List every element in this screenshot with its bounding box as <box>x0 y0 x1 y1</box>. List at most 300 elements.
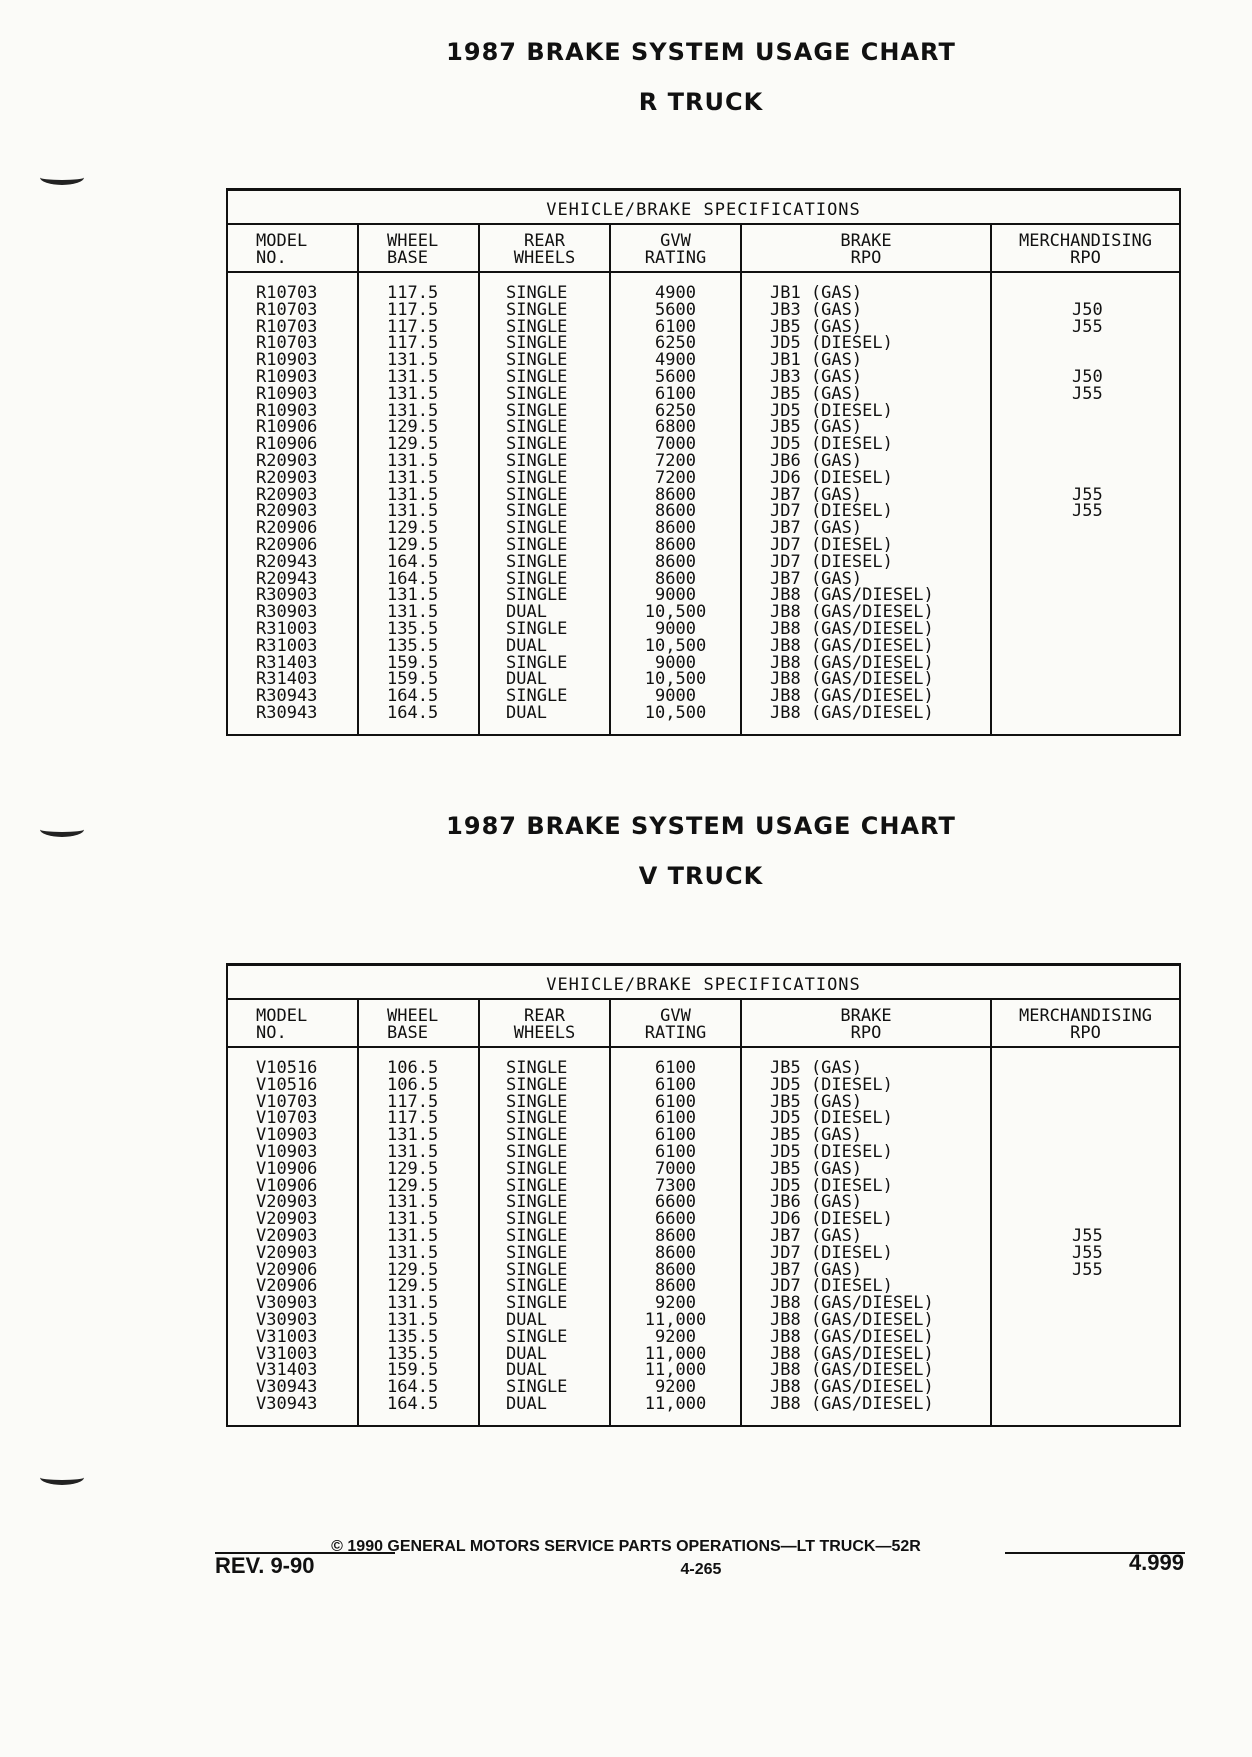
table-cell-brake: JB5 (GAS) <box>770 417 863 438</box>
table-cell-model: V10903 <box>256 1141 318 1162</box>
table-cell-rear: SINGLE <box>506 1091 568 1112</box>
column-header-line: GVW <box>660 231 691 251</box>
table-cell-brake: JB8 (GAS/DIESEL) <box>770 669 934 690</box>
table-cell-brake: JB1 (GAS) <box>770 350 863 371</box>
table-cell-wheel: 129.5 <box>387 1259 439 1280</box>
table-cell-brake: JD6 (DIESEL) <box>770 467 893 488</box>
table-cell-merch <box>992 1094 1179 1111</box>
column-header-rear <box>480 1000 609 1048</box>
table-cell-rear: SINGLE <box>506 1108 568 1129</box>
table-cell-gvw: 9000 <box>655 652 696 673</box>
table-cell-model: R20906 <box>256 534 318 555</box>
table-cell-brake: JB8 (GAS/DIESEL) <box>770 585 934 606</box>
table-cell-brake: JD5 (DIESEL) <box>770 1074 893 1095</box>
footer-section-number: 4.999 <box>1128 1550 1184 1575</box>
table-cell-model: V20906 <box>256 1276 318 1297</box>
table-cell-wheel: 131.5 <box>387 1125 439 1146</box>
table-cell-merch: J55 <box>1072 1242 1103 1263</box>
column-merch <box>992 1000 1179 1425</box>
table-cell-rear: DUAL <box>506 602 547 623</box>
v-chart-subtitle: V TRUCK <box>638 862 764 890</box>
column-header-line: GVW <box>660 1006 691 1026</box>
table-cell-brake: JB3 (GAS) <box>770 366 863 387</box>
column-header-line: BASE <box>387 1023 428 1043</box>
table-cell-wheel: 131.5 <box>387 501 439 522</box>
table-cell-model: V20906 <box>256 1259 318 1280</box>
table-cell-brake: JB6 (GAS) <box>770 450 863 471</box>
table-cell-merch <box>992 1178 1179 1195</box>
table-cell-brake: JB1 (GAS) <box>770 283 863 303</box>
table-cell-brake: JB8 (GAS/DIESEL) <box>770 1293 934 1314</box>
table-cell-model: V31003 <box>256 1326 318 1347</box>
column-header-line: MODEL <box>256 1006 308 1026</box>
table-cell-wheel: 159.5 <box>387 652 439 673</box>
table-cell-wheel: 117.5 <box>387 299 439 320</box>
column-header-line: RPO <box>1070 248 1101 268</box>
table-cell-merch <box>992 1379 1179 1396</box>
table-cell-wheel: 129.5 <box>387 1175 439 1196</box>
table-cell-gvw: 11,000 <box>644 1360 707 1381</box>
table-cell-brake: JD7 (DIESEL) <box>770 534 893 555</box>
table-cell-wheel: 131.5 <box>387 1192 439 1213</box>
table-cell-wheel: 164.5 <box>387 702 439 723</box>
table-cell-model: V10703 <box>256 1091 318 1112</box>
table-cell-gvw: 8600 <box>655 518 696 539</box>
table-cell-merch <box>992 1396 1179 1413</box>
table-cell-merch <box>992 571 1179 588</box>
v-chart-title: 1987 BRAKE SYSTEM USAGE CHART <box>446 812 956 840</box>
table-cell-rear: SINGLE <box>506 1175 568 1196</box>
table-cell-model: R10903 <box>256 350 318 371</box>
column-header-line: RATING <box>644 248 707 268</box>
r-chart-subtitle: R TRUCK <box>638 88 764 116</box>
table-cell-brake: JB8 (GAS/DIESEL) <box>770 652 934 673</box>
table-cell-rear: SINGLE <box>506 1276 568 1297</box>
table-cell-gvw: 10,500 <box>644 669 707 690</box>
column-header-merch <box>992 1000 1179 1048</box>
table-cell-wheel: 131.5 <box>387 450 439 471</box>
table-cell-gvw: 6250 <box>655 333 696 354</box>
table-cell-rear: SINGLE <box>506 434 568 455</box>
table-cell-model: R31403 <box>256 669 318 690</box>
table-cell-gvw: 6100 <box>655 316 696 337</box>
column-header-line: NO. <box>256 248 287 268</box>
table-cell-merch: J55 <box>1072 383 1103 404</box>
column-header-line: WHEEL <box>387 1006 439 1026</box>
table-cell-wheel: 129.5 <box>387 518 439 539</box>
table-cell-merch: J55 <box>1072 1225 1103 1246</box>
r-truck-spec-table <box>226 188 1181 736</box>
table-cell-wheel: 159.5 <box>387 669 439 690</box>
table-cell-gvw: 4900 <box>655 283 696 303</box>
table-cell-model: R10703 <box>256 316 318 337</box>
table-cell-rear: SINGLE <box>506 299 568 320</box>
table-cell-gvw: 11,000 <box>644 1309 707 1330</box>
table-cell-model: R31003 <box>256 635 318 656</box>
table-cell-merch <box>992 1194 1179 1211</box>
column-header-line: WHEELS <box>513 1023 576 1043</box>
table-cell-rear: SINGLE <box>506 518 568 539</box>
table-cell-rear: SINGLE <box>506 551 568 572</box>
table-cell-model: R30903 <box>256 585 318 606</box>
table-cell-gvw: 9000 <box>655 686 696 707</box>
column-header-model <box>228 1000 357 1048</box>
table-cell-brake: JB5 (GAS) <box>770 1058 863 1078</box>
table-cell-wheel: 117.5 <box>387 316 439 337</box>
table-cell-gvw: 6800 <box>655 417 696 438</box>
table-cell-merch: J50 <box>1072 366 1103 387</box>
table-cell-gvw: 8600 <box>655 1242 696 1263</box>
column-header-model <box>228 225 357 273</box>
column-rear <box>480 225 611 734</box>
table-cell-brake: JD5 (DIESEL) <box>770 1108 893 1129</box>
footer-copyright: © 1990 GENERAL MOTORS SERVICE PARTS OPERATIONS—LT TRUCK—52R <box>331 1538 921 1555</box>
table-cell-brake: JB5 (GAS) <box>770 1125 863 1146</box>
table-cell-wheel: 129.5 <box>387 434 439 455</box>
table-cell-wheel: 131.5 <box>387 1209 439 1230</box>
table-cell-rear: SINGLE <box>506 333 568 354</box>
table-cell-brake: JB8 (GAS/DIESEL) <box>770 702 934 723</box>
table-cell-brake: JB8 (GAS/DIESEL) <box>770 1309 934 1330</box>
table-cell-merch <box>992 1312 1179 1329</box>
table-cell-brake: JD7 (DIESEL) <box>770 1242 893 1263</box>
column-header-line: WHEEL <box>387 231 439 251</box>
table-cell-gvw: 9000 <box>655 618 696 639</box>
table-cell-wheel: 135.5 <box>387 1343 439 1364</box>
table-cell-gvw: 7000 <box>655 1158 696 1179</box>
column-wheel <box>359 1000 480 1425</box>
table-cell-model: V10903 <box>256 1125 318 1146</box>
table-cell-wheel: 131.5 <box>387 484 439 505</box>
table-cell-wheel: 135.5 <box>387 1326 439 1347</box>
table-cell-model: V10516 <box>256 1058 318 1078</box>
column-header-line: BRAKE <box>840 1006 892 1026</box>
column-merch <box>992 225 1179 734</box>
column-brake <box>742 1000 992 1425</box>
table-cell-gvw: 5600 <box>655 299 696 320</box>
table-cell-model: R10903 <box>256 400 318 421</box>
table-cell-gvw: 9200 <box>655 1326 696 1347</box>
table-cell-gvw: 10,500 <box>644 602 707 623</box>
table-cell-wheel: 129.5 <box>387 1276 439 1297</box>
table-cell-gvw: 7200 <box>655 450 696 471</box>
column-header-brake <box>742 225 990 273</box>
table-cell-brake: JB5 (GAS) <box>770 383 863 404</box>
table-cell-merch <box>992 335 1179 352</box>
table-cell-model: R10703 <box>256 333 318 354</box>
table-cell-model: V30903 <box>256 1293 318 1314</box>
column-header-line: REAR <box>524 231 565 251</box>
table-cell-merch <box>992 453 1179 470</box>
table-cell-merch: J55 <box>1072 484 1103 505</box>
table-cell-rear: DUAL <box>506 635 547 656</box>
column-wheel <box>359 225 480 734</box>
table-cell-gvw: 11,000 <box>644 1393 707 1414</box>
table-cell-brake: JB8 (GAS/DIESEL) <box>770 1377 934 1398</box>
table-cell-wheel: 131.5 <box>387 467 439 488</box>
table-cell-wheel: 164.5 <box>387 686 439 707</box>
table-cell-brake: JD5 (DIESEL) <box>770 434 893 455</box>
table-cell-model: V20903 <box>256 1225 318 1246</box>
column-header-rear <box>480 225 609 273</box>
table-cell-merch <box>992 1329 1179 1346</box>
table-cell-gvw: 6600 <box>655 1209 696 1230</box>
table-cell-wheel: 131.5 <box>387 602 439 623</box>
table-cell-model: V10516 <box>256 1074 318 1095</box>
table-cell-gvw: 6100 <box>655 1108 696 1129</box>
table-cell-model: V20903 <box>256 1242 318 1263</box>
table-cell-rear: SINGLE <box>506 1125 568 1146</box>
column-header-line: REAR <box>524 1006 565 1026</box>
table-cell-wheel: 131.5 <box>387 350 439 371</box>
table-cell-merch: J55 <box>1072 316 1103 337</box>
table-cell-gvw: 9200 <box>655 1293 696 1314</box>
table-cell-merch <box>992 537 1179 554</box>
column-header-line: MODEL <box>256 231 308 251</box>
column-header-gvw <box>611 225 740 273</box>
table-cell-model: V20903 <box>256 1209 318 1230</box>
column-rear <box>480 1000 611 1425</box>
table-cell-model: R31403 <box>256 652 318 673</box>
table-cell-gvw: 6100 <box>655 383 696 404</box>
table-cell-gvw: 11,000 <box>644 1343 707 1364</box>
table-cell-wheel: 164.5 <box>387 1377 439 1398</box>
column-header-gvw <box>611 1000 740 1048</box>
table-cell-rear: SINGLE <box>506 283 568 303</box>
table-cell-merch <box>992 1161 1179 1178</box>
table-cell-model: V10906 <box>256 1158 318 1179</box>
table-cell-merch <box>992 1278 1179 1295</box>
table-cell-brake: JB8 (GAS/DIESEL) <box>770 1393 934 1414</box>
column-header-line: RATING <box>644 1023 707 1043</box>
table-cell-wheel: 106.5 <box>387 1074 439 1095</box>
table-cell-wheel: 131.5 <box>387 1293 439 1314</box>
table-cell-rear: SINGLE <box>506 501 568 522</box>
table-cell-gvw: 5600 <box>655 366 696 387</box>
table-cell-merch <box>992 705 1179 722</box>
table-cell-brake: JB5 (GAS) <box>770 316 863 337</box>
column-header-line: BASE <box>387 248 428 268</box>
table-cell-rear: SINGLE <box>506 484 568 505</box>
table-cell-brake: JB8 (GAS/DIESEL) <box>770 602 934 623</box>
column-gvw <box>611 1000 742 1425</box>
table-cell-gvw: 7200 <box>655 467 696 488</box>
table-cell-rear: SINGLE <box>506 618 568 639</box>
column-header-line: MERCHANDISING <box>1018 1006 1153 1026</box>
column-header-wheel <box>359 1000 478 1048</box>
punch-hole-mark <box>40 170 84 185</box>
table-cell-wheel: 131.5 <box>387 400 439 421</box>
table-cell-rear: SINGLE <box>506 1192 568 1213</box>
table-cell-brake: JB7 (GAS) <box>770 484 863 505</box>
column-header-line: NO. <box>256 1023 287 1043</box>
table-cell-merch <box>992 554 1179 571</box>
table-cell-model: R30903 <box>256 602 318 623</box>
table-cell-brake: JB3 (GAS) <box>770 299 863 320</box>
table-cell-wheel: 164.5 <box>387 1393 439 1414</box>
table-cell-model: R31003 <box>256 618 318 639</box>
table-cell-wheel: 117.5 <box>387 1091 439 1112</box>
table-cell-merch <box>992 621 1179 638</box>
table-cell-gvw: 8600 <box>655 534 696 555</box>
table-cell-model: R10703 <box>256 299 318 320</box>
column-header-line: RPO <box>850 1023 882 1043</box>
table-cell-wheel: 106.5 <box>387 1058 439 1078</box>
column-header-line: RPO <box>850 248 882 268</box>
table-cell-rear: SINGLE <box>506 400 568 421</box>
table-cell-gvw: 8600 <box>655 568 696 589</box>
table-cell-brake: JD7 (DIESEL) <box>770 1276 893 1297</box>
table-cell-gvw: 8600 <box>655 484 696 505</box>
table-cell-wheel: 131.5 <box>387 1141 439 1162</box>
table-cell-rear: DUAL <box>506 1360 547 1381</box>
table-cell-gvw: 10,500 <box>644 702 707 723</box>
table-cell-brake: JB6 (GAS) <box>770 1192 863 1213</box>
table-cell-gvw: 9200 <box>655 1377 696 1398</box>
table-cell-rear: SINGLE <box>506 450 568 471</box>
table-cell-brake: JB7 (GAS) <box>770 518 863 539</box>
table-cell-rear: SINGLE <box>506 1377 568 1398</box>
table-cell-model: R10906 <box>256 434 318 455</box>
table-cell-rear: SINGLE <box>506 366 568 387</box>
column-header-line: BRAKE <box>840 231 892 251</box>
table-cell-merch <box>992 436 1179 453</box>
table-cell-model: R20903 <box>256 467 318 488</box>
table-cell-model: R20903 <box>256 501 318 522</box>
table-cell-model: V31003 <box>256 1343 318 1364</box>
table-cell-rear: SINGLE <box>506 316 568 337</box>
table-cell-brake: JB8 (GAS/DIESEL) <box>770 1343 934 1364</box>
table-cell-gvw: 6600 <box>655 1192 696 1213</box>
table-cell-brake: JD5 (DIESEL) <box>770 1175 893 1196</box>
table-cell-brake: JB8 (GAS/DIESEL) <box>770 1326 934 1347</box>
table-cell-gvw: 6100 <box>655 1091 696 1112</box>
table-cell-brake: JB7 (GAS) <box>770 1225 863 1246</box>
table-cell-wheel: 131.5 <box>387 1309 439 1330</box>
table-cell-brake: JB7 (GAS) <box>770 568 863 589</box>
table-cell-rear: SINGLE <box>506 1242 568 1263</box>
table-cell-rear: SINGLE <box>506 1141 568 1162</box>
table-cell-brake: JB5 (GAS) <box>770 1091 863 1112</box>
table-cell-rear: DUAL <box>506 1343 547 1364</box>
footer-revision: REV. 9-90 <box>215 1553 315 1578</box>
table-cell-wheel: 131.5 <box>387 366 439 387</box>
table-cell-merch <box>992 671 1179 688</box>
table-cell-merch <box>992 1362 1179 1379</box>
table-cell-model: R30943 <box>256 702 318 723</box>
table-cell-brake: JB8 (GAS/DIESEL) <box>770 635 934 656</box>
table-cell-model: R10903 <box>256 383 318 404</box>
table-cell-gvw: 8600 <box>655 1225 696 1246</box>
table-cell-wheel: 164.5 <box>387 551 439 572</box>
column-gvw <box>611 225 742 734</box>
table-cell-gvw: 10,500 <box>644 635 707 656</box>
table-cell-merch <box>992 655 1179 672</box>
table-cell-merch <box>992 403 1179 420</box>
table-cell-gvw: 6100 <box>655 1058 696 1078</box>
r-chart-title: 1987 BRAKE SYSTEM USAGE CHART <box>446 38 956 66</box>
table-cell-gvw: 8600 <box>655 501 696 522</box>
table-cell-model: R20943 <box>256 568 318 589</box>
table-cell-model: R10903 <box>256 366 318 387</box>
table-cell-rear: SINGLE <box>506 1326 568 1347</box>
table-cell-merch <box>992 1060 1179 1077</box>
column-header-merch <box>992 225 1179 273</box>
table-cell-rear: DUAL <box>506 1309 547 1330</box>
table-cell-gvw: 8600 <box>655 1276 696 1297</box>
table-cell-wheel: 117.5 <box>387 283 439 303</box>
punch-hole-mark <box>40 1470 84 1485</box>
table-cell-rear: SINGLE <box>506 1293 568 1314</box>
table-cell-wheel: 129.5 <box>387 1158 439 1179</box>
table-cell-merch <box>992 604 1179 621</box>
table-cell-gvw: 6250 <box>655 400 696 421</box>
table-cell-merch: J55 <box>1072 501 1103 522</box>
table-cell-model: R20903 <box>256 450 318 471</box>
table-cell-model: V20903 <box>256 1192 318 1213</box>
table-cell-merch <box>992 1346 1179 1363</box>
table-cell-wheel: 159.5 <box>387 1360 439 1381</box>
column-header-line: RPO <box>1070 1023 1101 1043</box>
table-cell-merch <box>992 419 1179 436</box>
table-cell-wheel: 135.5 <box>387 635 439 656</box>
table-cell-brake: JD5 (DIESEL) <box>770 1141 893 1162</box>
table-cell-merch <box>992 688 1179 705</box>
table-cell-brake: JD5 (DIESEL) <box>770 333 893 354</box>
table-cell-gvw: 9000 <box>655 585 696 606</box>
table-cell-wheel: 135.5 <box>387 618 439 639</box>
table-cell-rear: SINGLE <box>506 350 568 371</box>
v-truck-spec-table <box>226 963 1181 1427</box>
table-cell-brake: JB8 (GAS/DIESEL) <box>770 618 934 639</box>
table-cell-rear: SINGLE <box>506 1074 568 1095</box>
table-cell-brake: JB5 (GAS) <box>770 1158 863 1179</box>
table-cell-brake: JB8 (GAS/DIESEL) <box>770 1360 934 1381</box>
table-cell-rear: SINGLE <box>506 1225 568 1246</box>
table-cell-wheel: 131.5 <box>387 585 439 606</box>
table-cell-merch <box>992 1077 1179 1094</box>
table-cell-rear: DUAL <box>506 669 547 690</box>
table-cell-wheel: 129.5 <box>387 417 439 438</box>
table-cell-model: V30903 <box>256 1309 318 1330</box>
column-header-brake <box>742 1000 990 1048</box>
table-cell-rear: SINGLE <box>506 417 568 438</box>
column-header-line: WHEELS <box>513 248 576 268</box>
table-cell-brake: JB7 (GAS) <box>770 1259 863 1280</box>
table-cell-model: R20903 <box>256 484 318 505</box>
footer-page-number: 4-265 <box>680 1561 722 1578</box>
table-cell-brake: JD6 (DIESEL) <box>770 1209 893 1230</box>
table-cell-gvw: 7300 <box>655 1175 696 1196</box>
table-cell-brake: JD5 (DIESEL) <box>770 400 893 421</box>
table-cell-model: V30943 <box>256 1393 318 1414</box>
table-cell-merch <box>992 520 1179 537</box>
table-cell-merch <box>992 1110 1179 1127</box>
table-cell-merch <box>992 638 1179 655</box>
table-cell-wheel: 117.5 <box>387 1108 439 1129</box>
table-cell-model: R10906 <box>256 417 318 438</box>
table-cell-model: R10703 <box>256 283 318 303</box>
table-cell-brake: JD7 (DIESEL) <box>770 501 893 522</box>
table-cell-wheel: 131.5 <box>387 383 439 404</box>
table-cell-model: V30943 <box>256 1377 318 1398</box>
table-cell-merch <box>992 1295 1179 1312</box>
table-cell-merch <box>992 587 1179 604</box>
table-cell-rear: DUAL <box>506 1393 547 1414</box>
table-cell-brake: JB8 (GAS/DIESEL) <box>770 686 934 707</box>
table-cell-rear: DUAL <box>506 702 547 723</box>
table-cell-wheel: 117.5 <box>387 333 439 354</box>
